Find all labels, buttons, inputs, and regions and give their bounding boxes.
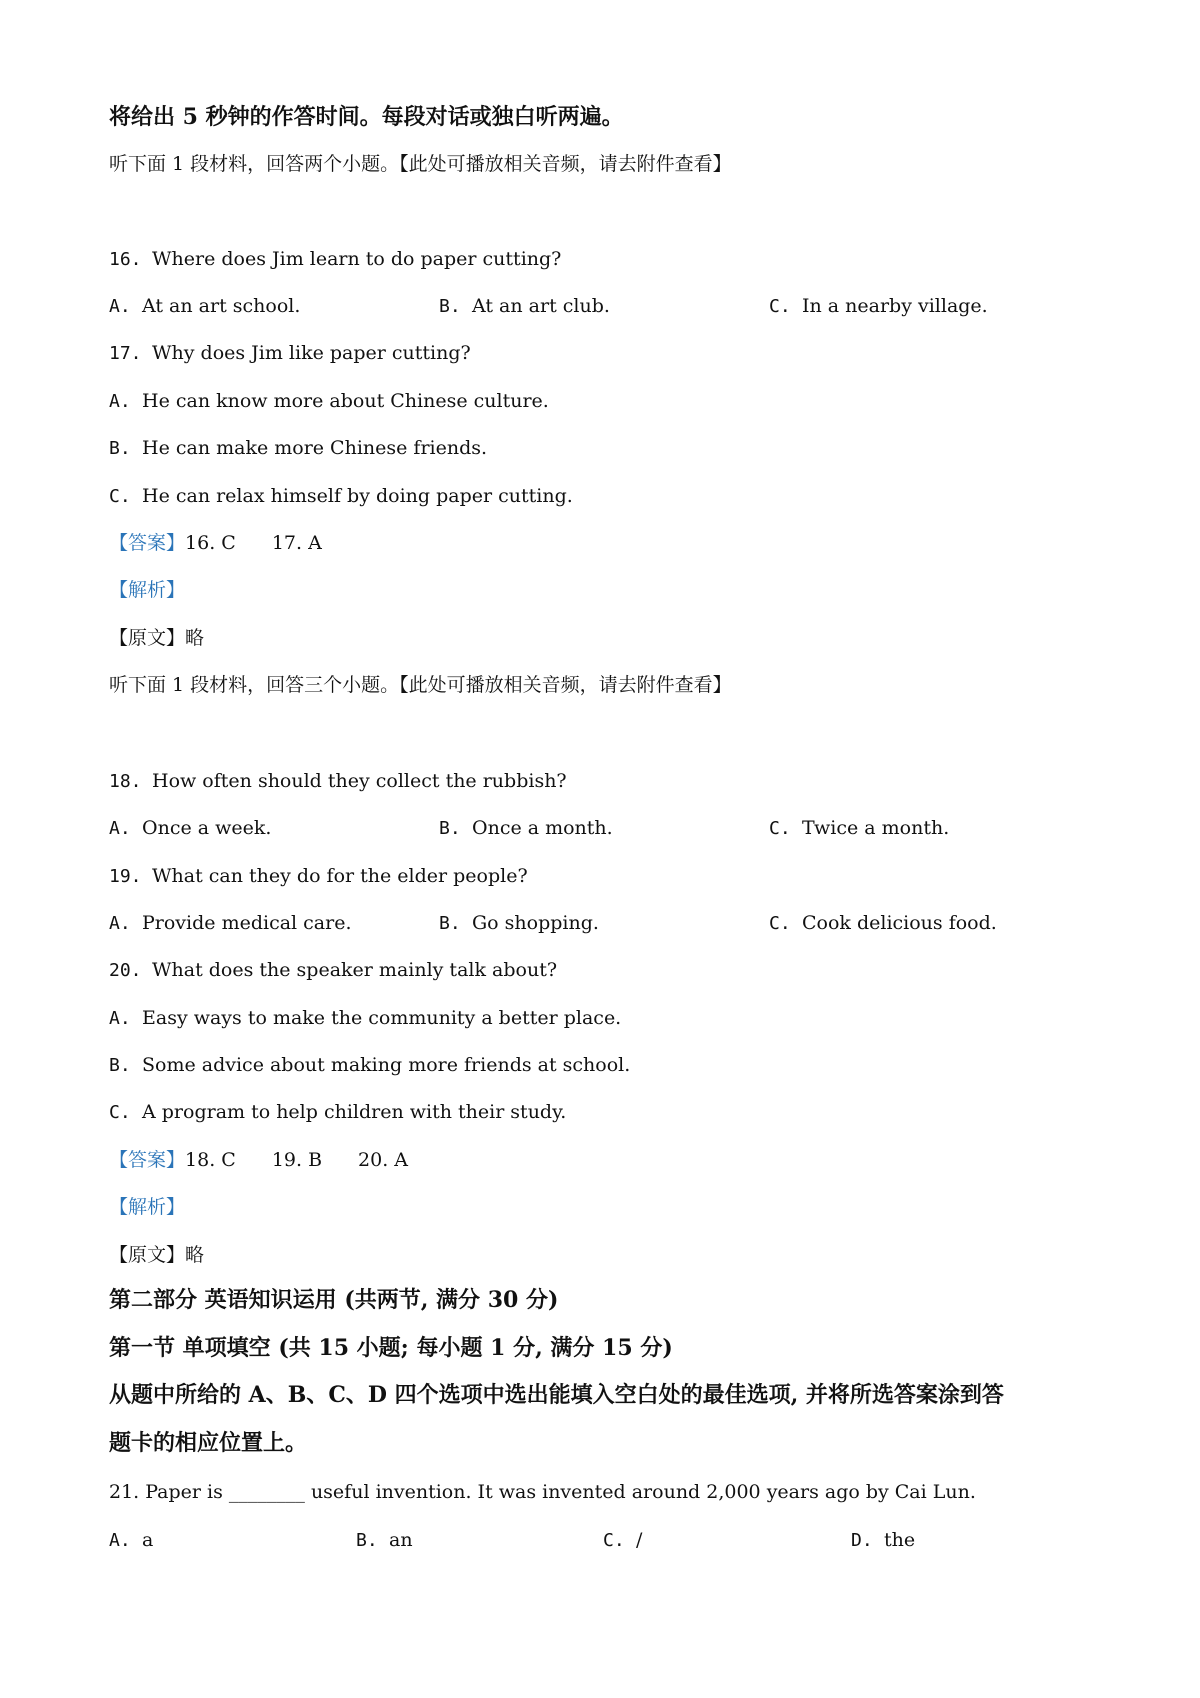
- part2-subheading: 第一节 单项填空 (共 15 小题; 每小题 1 分, 满分 15 分): [109, 1335, 673, 1361]
- option-text: In a nearby village.: [802, 295, 988, 317]
- q16-option-c: [769, 294, 988, 319]
- original-label: 【原文】: [109, 627, 186, 649]
- answer-value: 18. C: [185, 1149, 236, 1171]
- option-text: At an art club.: [472, 295, 610, 317]
- option-text: a: [142, 1529, 154, 1551]
- option-letter: B.: [439, 913, 461, 934]
- question-text: Why does Jim like paper cutting?: [152, 342, 471, 364]
- q20-option-b: [109, 1053, 630, 1078]
- section2-intro: 听下面 1 段材料，回答三个小题。【此处可播放相关音频，请去附件查看】: [109, 674, 732, 696]
- option-text: Easy ways to make the community a better place.: [142, 1007, 622, 1029]
- answer-value: 19. B: [271, 1149, 323, 1171]
- option-letter: D.: [851, 1530, 873, 1551]
- section1-original: [109, 626, 204, 650]
- q20-option-c: [109, 1100, 566, 1125]
- q18-option-c: [769, 816, 949, 841]
- section2-analysis-label: 【解析】: [109, 1196, 186, 1218]
- q16-option-a: [109, 294, 300, 319]
- section1-answer: [109, 531, 322, 555]
- question-text: Where does Jim learn to do paper cutting?: [152, 248, 562, 270]
- option-letter: C.: [769, 296, 791, 317]
- q21-option-c: [603, 1528, 642, 1553]
- option-text: Provide medical care.: [142, 912, 352, 934]
- option-letter: A.: [109, 1530, 131, 1551]
- option-text: Go shopping.: [472, 912, 599, 934]
- question-text: How often should they collect the rubbish?: [152, 770, 567, 792]
- option-text: A program to help children with their study.: [142, 1101, 567, 1123]
- option-text: He can know more about Chinese culture.: [142, 390, 549, 412]
- option-letter: B.: [109, 1055, 131, 1076]
- option-letter: A.: [109, 296, 131, 317]
- part2-heading: 第二部分 英语知识运用 (共两节, 满分 30 分): [109, 1287, 559, 1313]
- answer-value: 17. A: [271, 532, 322, 554]
- question-number: 20.: [109, 960, 142, 981]
- answer-value: 16. C: [185, 532, 236, 554]
- q19-option-a: [109, 911, 351, 936]
- option-text: He can make more Chinese friends.: [142, 437, 488, 459]
- option-text: the: [884, 1529, 916, 1551]
- answer-label: 【答案】: [109, 532, 186, 554]
- option-letter: B.: [439, 818, 461, 839]
- part2-instruction-line1: 从题中所给的 A、B、C、D 四个选项中选出能填入空白处的最佳选项, 并将所选答案涂到答: [109, 1382, 1004, 1408]
- option-letter: B.: [356, 1530, 378, 1551]
- question-number: 17.: [109, 343, 142, 364]
- section2-original: [109, 1243, 204, 1267]
- q17-option-a: [109, 389, 549, 414]
- question-19: [109, 864, 528, 889]
- q20-option-a: [109, 1006, 621, 1031]
- question-20: [109, 958, 557, 983]
- option-text: Once a month.: [472, 817, 613, 839]
- option-text: He can relax himself by doing paper cutting.: [142, 485, 573, 507]
- option-text: Some advice about making more friends at school.: [142, 1054, 631, 1076]
- option-letter: C.: [603, 1530, 625, 1551]
- question-number: 16.: [109, 249, 142, 270]
- option-text: an: [389, 1529, 413, 1551]
- option-letter: C.: [769, 818, 791, 839]
- option-text: Twice a month.: [802, 817, 950, 839]
- question-number: 19.: [109, 866, 142, 887]
- original-label: 【原文】: [109, 1244, 186, 1266]
- section1-intro: 听下面 1 段材料，回答两个小题。【此处可播放相关音频，请去附件查看】: [109, 153, 732, 175]
- q21-option-d: [851, 1528, 915, 1553]
- question-text: What can they do for the elder people?: [152, 865, 528, 887]
- option-letter: B.: [439, 296, 461, 317]
- question-number: 18.: [109, 771, 142, 792]
- option-letter: A.: [109, 818, 131, 839]
- q21-option-b: [356, 1528, 413, 1553]
- q18-option-a: [109, 816, 271, 841]
- option-text: /: [636, 1529, 643, 1551]
- original-text: 略: [185, 627, 205, 649]
- q16-option-b: [439, 294, 610, 319]
- q19-option-b: [439, 911, 599, 936]
- option-letter: C.: [109, 486, 131, 507]
- section1-analysis-label: 【解析】: [109, 579, 186, 601]
- question-17: [109, 341, 471, 366]
- option-letter: A.: [109, 391, 131, 412]
- q17-option-c: [109, 484, 573, 509]
- option-letter: B.: [109, 438, 131, 459]
- option-letter: C.: [109, 1102, 131, 1123]
- answer-label: 【答案】: [109, 1149, 186, 1171]
- option-letter: C.: [769, 913, 791, 934]
- question-16: [109, 247, 561, 272]
- option-text: At an art school.: [142, 295, 301, 317]
- option-text: Once a week.: [142, 817, 272, 839]
- q18-option-b: [439, 816, 613, 841]
- instructions-heading: 将给出 5 秒钟的作答时间。每段对话或独白听两遍。: [109, 104, 624, 130]
- q21-option-a: [109, 1528, 153, 1553]
- section2-answer: [109, 1148, 408, 1172]
- q19-option-c: [769, 911, 997, 936]
- option-text: Cook delicious food.: [802, 912, 997, 934]
- question-18: [109, 769, 567, 794]
- option-letter: A.: [109, 1008, 131, 1029]
- original-text: 略: [185, 1244, 205, 1266]
- option-letter: A.: [109, 913, 131, 934]
- answer-value: 20. A: [358, 1149, 409, 1171]
- q17-option-b: [109, 436, 487, 461]
- part2-instruction-line2: 题卡的相应位置上。: [109, 1430, 308, 1456]
- question-text: What does the speaker mainly talk about?: [152, 959, 558, 981]
- question-21: 21. Paper is ________ useful invention. It was invented around 2,000 years ago by Cai Lun.: [109, 1481, 976, 1503]
